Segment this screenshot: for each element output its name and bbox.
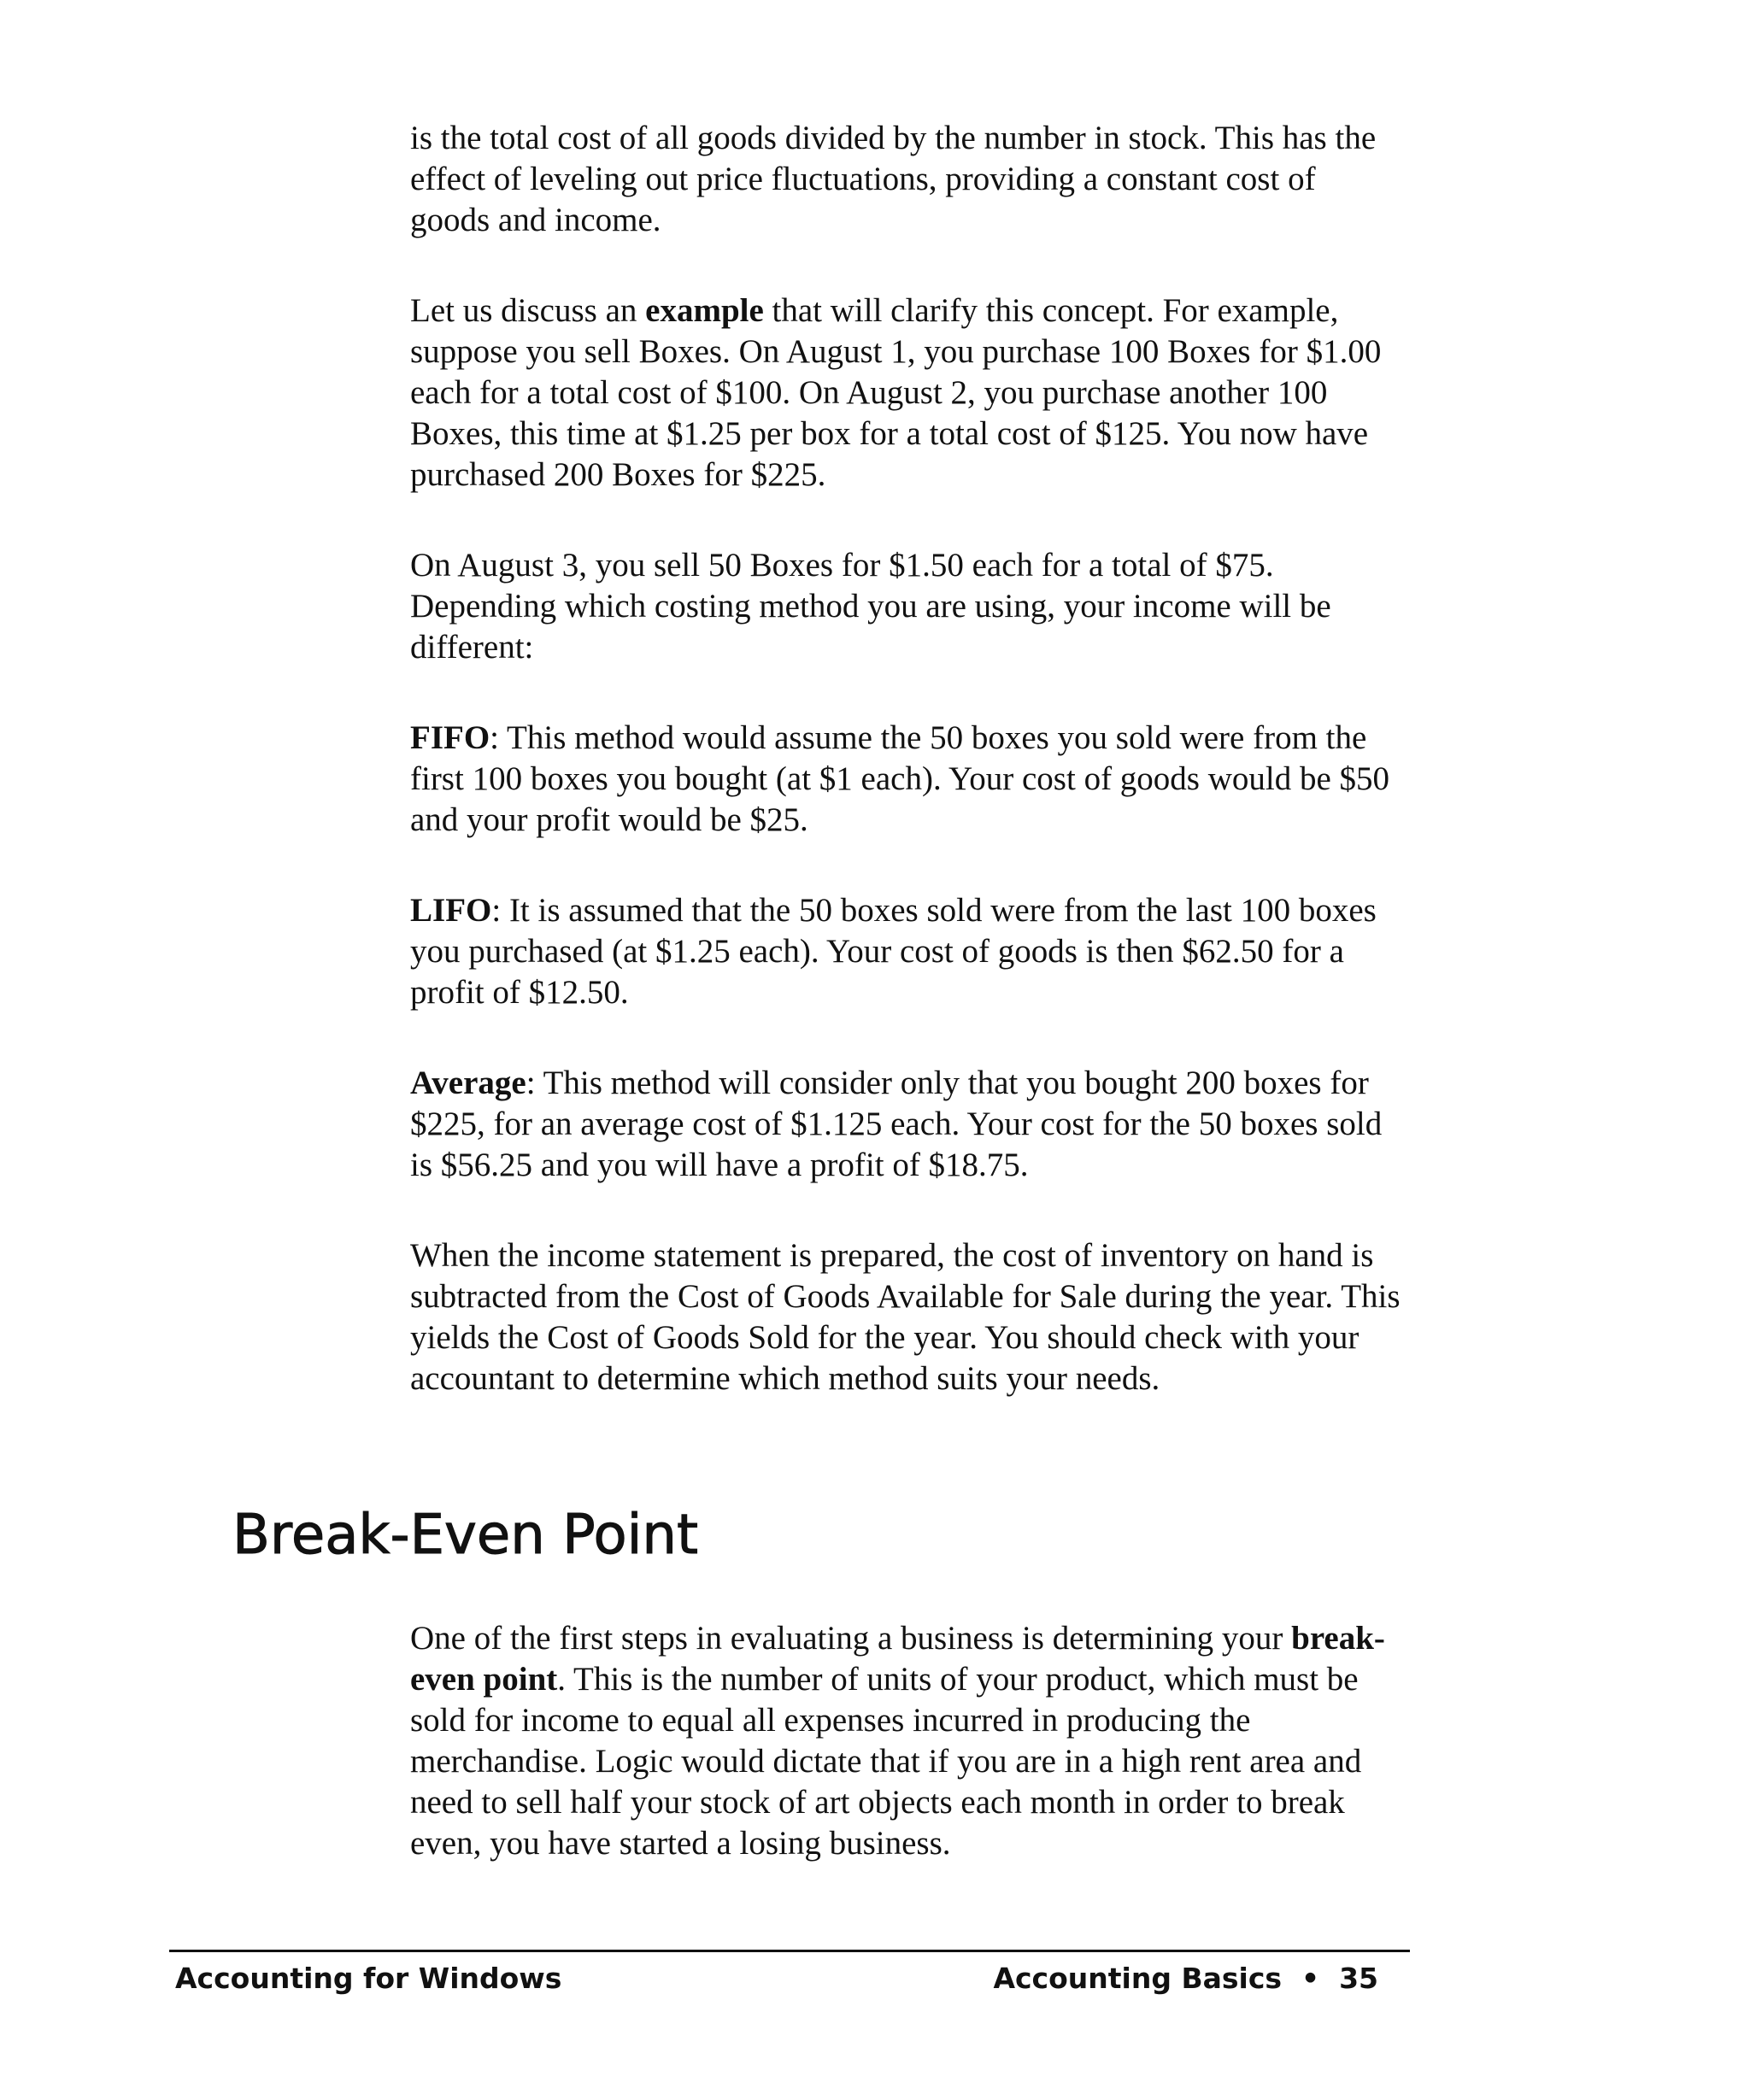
footer-chapter-page-number: Accounting Basics • 35 [993,1962,1378,1995]
text-run: that will clarify this concept. For example, suppose you sell Boxes. On August 1, you purchase 100 Boxes for $1.00 each for a total cost of $100. On August 2, you purchase another 100 Boxes, this time at $1.25 per box for a total cost of $125. You now have purchased 200 Boxes for $225. [410,292,1382,493]
paragraph-income-statement: When the income statement is prepared, the cost of inventory on hand is subtracted from the Cost of Goods Available for Sale during the year. This yields the Cost of Goods Sold for the year. You should check with your accountant to determine which method suits your needs. [410,1237,1401,1397]
paragraph-break-even [410,1618,1401,1864]
paragraph-average [410,1063,1401,1186]
bold-term-fifo: FIFO [410,719,490,756]
paragraph-average-cost-intro: is the total cost of all goods divided by the number in stock. This has the effect of leveling out price fluctuations, providing a constant cost of goods and income. [410,120,1377,238]
text-run: : It is assumed that the 50 boxes sold were from the last 100 boxes you purchased (at $1.25 each). Your cost of goods is then $62.50 for a profit of $12.50. [410,892,1377,1011]
paragraph-lifo [410,890,1401,1013]
text-run: . This is the number of units of your product, which must be sold for income to equal all expenses incurred in producing the merchandise. Logic would dictate that if you are in a high rent area and need to sell half your stock of art objects each month in order to break even, you have started a losing business. [410,1661,1362,1862]
paragraph-fifo [410,718,1401,841]
text-run: : This method would assume the 50 boxes you sold were from the first 100 boxes you bought (at $1 each). Your cost of goods would be $50 and your profit would be $25. [410,719,1390,838]
paragraph-august-3: On August 3, you sell 50 Boxes for $1.50 each for a total of $75. Depending which costing method you are using, your income will be different: [410,547,1331,666]
footer-book-title: Accounting for Windows [175,1962,562,1995]
section-heading-break-even-point: Break-Even Point [232,1504,699,1567]
text-run: : This method will consider only that you bought 200 boxes for $225, for an average cost of $1.125 each. Your cost for the 50 boxes sold is $56.25 and you will have a profit of $18.75. [410,1065,1383,1183]
bold-term-average: Average [410,1065,526,1101]
text-run: Let us discuss an [410,292,646,329]
paragraph-example [410,290,1401,496]
footer-divider [169,1950,1410,1952]
bold-term-example: example [645,292,764,329]
bold-term-break-even-point: break-even point [410,1620,1385,1698]
bold-term-lifo: LIFO [410,892,492,929]
text-run: One of the first steps in evaluating a business is determining your [410,1620,1292,1657]
